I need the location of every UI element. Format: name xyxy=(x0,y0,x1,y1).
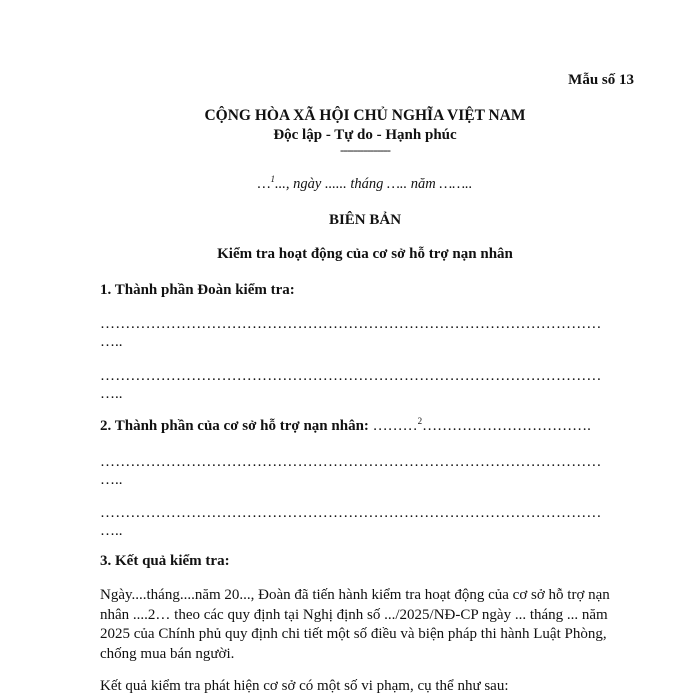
document-title: BIÊN BẢN xyxy=(328,212,402,228)
dateline-prefix: … xyxy=(257,176,271,192)
section-2-heading-text: 2. Thành phần của cơ sở hỗ trợ nạn nhân: xyxy=(100,418,369,434)
national-title: CỘNG HÒA XÃ HỘI CHỦ NGHĨA VIỆT NAM xyxy=(204,107,526,124)
fill-line-continuation: ….. xyxy=(100,472,123,488)
fill-line: ……………………………………………………………………………………… xyxy=(100,454,602,470)
fill-line-continuation: ….. xyxy=(100,523,123,539)
national-motto: Độc lập - Tự do - Hạnh phúc xyxy=(273,127,457,143)
fill-line: ……………………………………………………………………………………… xyxy=(100,316,602,332)
section-2-heading-dots: ……… xyxy=(368,418,418,434)
section-3-paragraph: Kết quả kiểm tra phát hiện cơ sở có một số vi phạm, cụ thể như sau: xyxy=(100,678,509,694)
document-subtitle: Kiểm tra hoạt động của cơ sở hỗ trợ nạn nhân xyxy=(217,246,513,262)
footnote-ref-2: 2 xyxy=(417,416,423,426)
section-2-heading xyxy=(100,418,591,435)
section-2-heading-dots: ……………………………. xyxy=(422,418,591,434)
fill-line: ……………………………………………………………………………………… xyxy=(100,368,602,384)
section-3-heading: 3. Kết quả kiểm tra: xyxy=(100,553,230,569)
fill-line-continuation: ….. xyxy=(100,334,123,350)
header-divider: --------------- xyxy=(340,142,390,157)
footnote-ref-1: 1 xyxy=(270,174,276,185)
section-1-heading: 1. Thành phần Đoàn kiểm tra: xyxy=(100,282,295,298)
place-date-line xyxy=(0,176,700,193)
fill-line: ……………………………………………………………………………………… xyxy=(100,505,602,521)
dateline-rest: ..., ngày ...... tháng ….. năm …….. xyxy=(275,176,473,192)
form-number: Mẫu số 13 xyxy=(568,72,634,88)
section-3-paragraph: Ngày....tháng....năm 20..., Đoàn đã tiến hành kiểm tra hoạt động của cơ sở hỗ trợ nạn nhân ....2… theo các quy định tại Nghị định số .../2025/NĐ-CP ngày ... tháng ... năm 2025 của Chính phủ quy định chi tiết một số điều và biện pháp thi hành Luật Phòng, chống mua bán người. xyxy=(100,587,610,662)
fill-line-continuation: ….. xyxy=(100,386,123,402)
